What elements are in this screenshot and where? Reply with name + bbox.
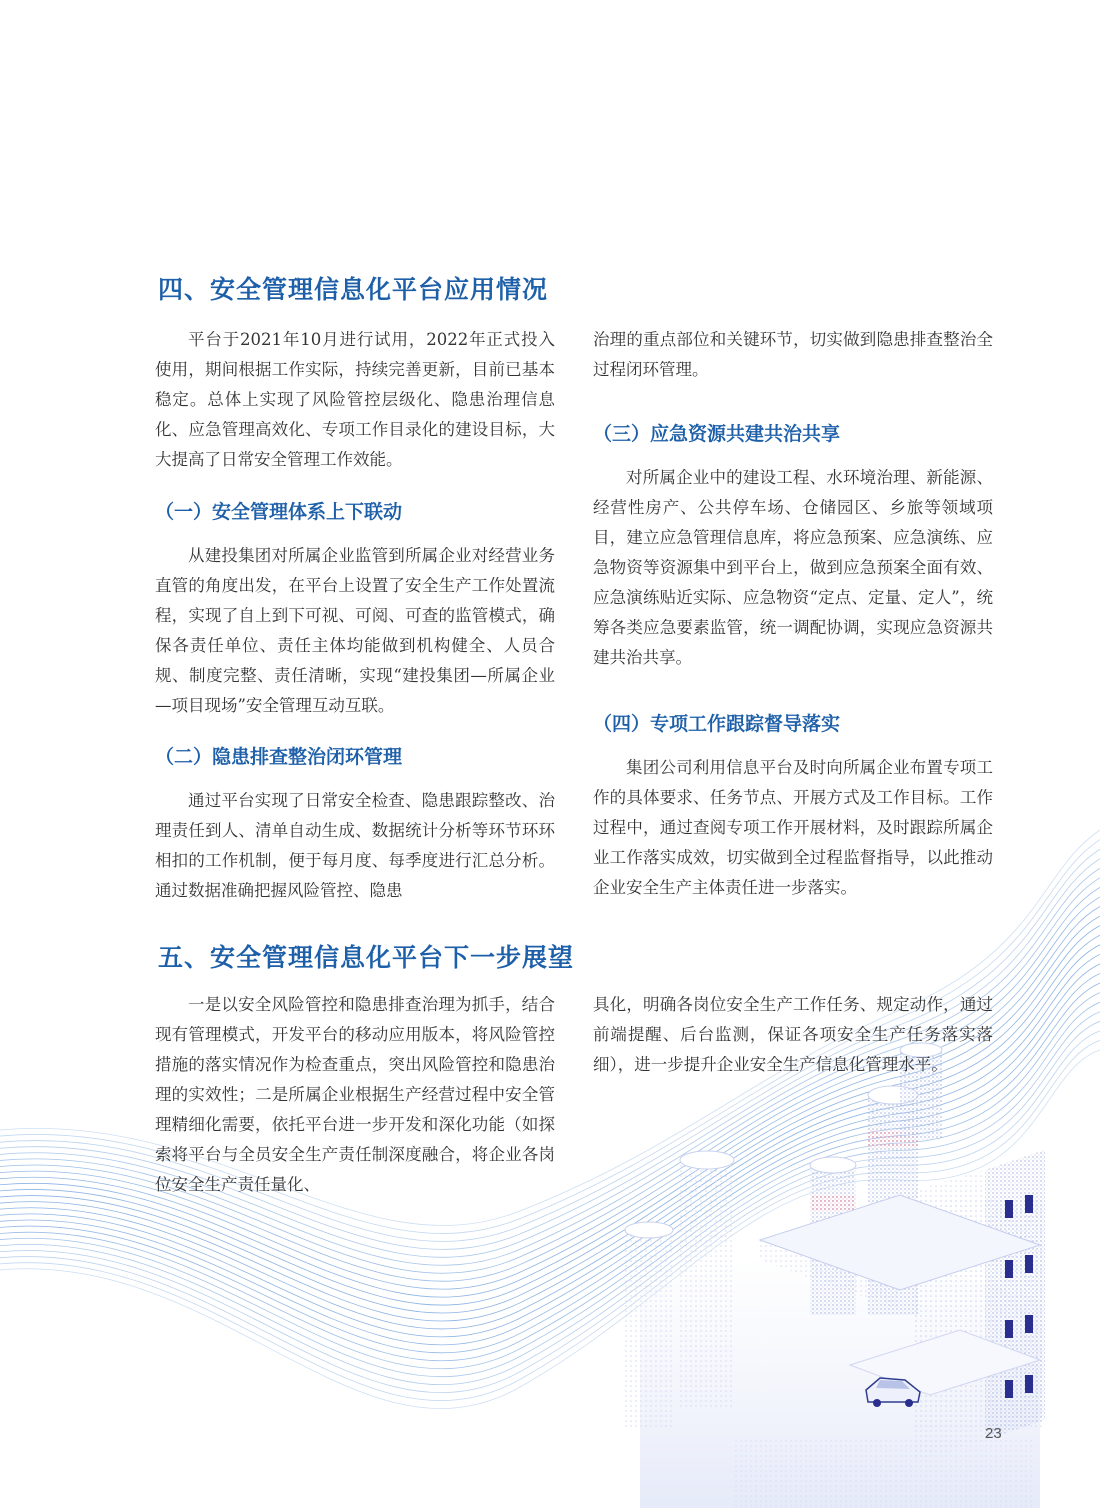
- city-industrial-illustration: [625, 1043, 1045, 1508]
- section5-left-column: [155, 990, 555, 1200]
- subsection-1-title: （一）安全管理体系上下联动: [155, 501, 403, 523]
- section5-heading: 五、安全管理信息化平台下一步展望: [158, 943, 575, 972]
- subsection-3-title: （三）应急资源共建共治共享: [593, 423, 841, 445]
- subsection-4-title: （四）专项工作跟踪督导落实: [593, 713, 841, 735]
- subsection-2-body: 通过平台实现了日常安全检查、隐患跟踪整改、治理责任到人、清单自动生成、数据统计分析等环节环环相扣的工作机制，便于每月度、每季度进行汇总分析。通过数据准确把握风险管控、隐患: [155, 791, 555, 900]
- subsection-2-body-continued: 治理的重点部位和关键环节，切实做到隐患排查整治全过程闭环管理。: [593, 330, 993, 379]
- subsection-3-body: 对所属企业中的建设工程、水环境治理、新能源、经营性房产、公共停车场、仓储园区、乡旅等领域项目，建立应急管理信息库，将应急预案、应急演练、应急物资等资源集中到平台上，做到应急预案全面有效、应急演练贴近实际、应急物资“定点、定量、定人”，统筹各类应急要素监管，统一调配协调，实现应急资源共建共治共享。: [593, 468, 993, 667]
- section4-right-column: [593, 325, 993, 903]
- section5-right-column: [593, 990, 993, 1080]
- section4-intro: 平台于2021年10月进行试用，2022年正式投入使用，期间根据工作实际，持续完善更新，目前已基本稳定。总体上实现了风险管控层级化、隐患治理信息化、应急管理高效化、专项工作目录化的建设目标，大大提高了日常安全管理工作效能。: [155, 330, 555, 469]
- subsection-2-title: （二）隐患排查整治闭环管理: [155, 746, 403, 768]
- subsection-4-body: 集团公司利用信息平台及时向所属企业布置专项工作的具体要求、任务节点、开展方式及工作目标。工作过程中，通过查阅专项工作开展材料，及时跟踪所属企业工作落实成效，切实做到全过程监督指导，以此推动企业安全生产主体责任进一步落实。: [593, 758, 993, 897]
- page-number: 23: [985, 1425, 1002, 1442]
- section5-body-right: 具化，明确各岗位安全生产工作任务、规定动作，通过前端提醒、后台监测，保证各项安全生产任务落实落细），进一步提升企业安全生产信息化管理水平。: [593, 995, 993, 1074]
- section4-left-column: [155, 325, 555, 906]
- section5-body-left: 一是以安全风险管控和隐患排查治理为抓手，结合现有管理模式，开发平台的移动应用版本，将风险管控措施的落实情况作为检查重点，突出风险管控和隐患治理的实效性；二是所属企业根据生产经营过程中安全管理精细化需要，依托平台进一步开发和深化功能（如探索将平台与全员安全生产责任制深度融合，将企业各岗位安全生产责任量化、: [155, 995, 555, 1194]
- subsection-1-body: 从建投集团对所属企业监管到所属企业对经营业务直管的角度出发，在平台上设置了安全生产工作处置流程，实现了自上到下可视、可阅、可查的监管模式，确保各责任单位、责任主体均能做到机构健全、人员合规、制度完整、责任清晰，实现“建投集团—所属企业—项目现场”安全管理互动互联。: [155, 546, 555, 715]
- section4-heading: 四、安全管理信息化平台应用情况: [158, 275, 549, 304]
